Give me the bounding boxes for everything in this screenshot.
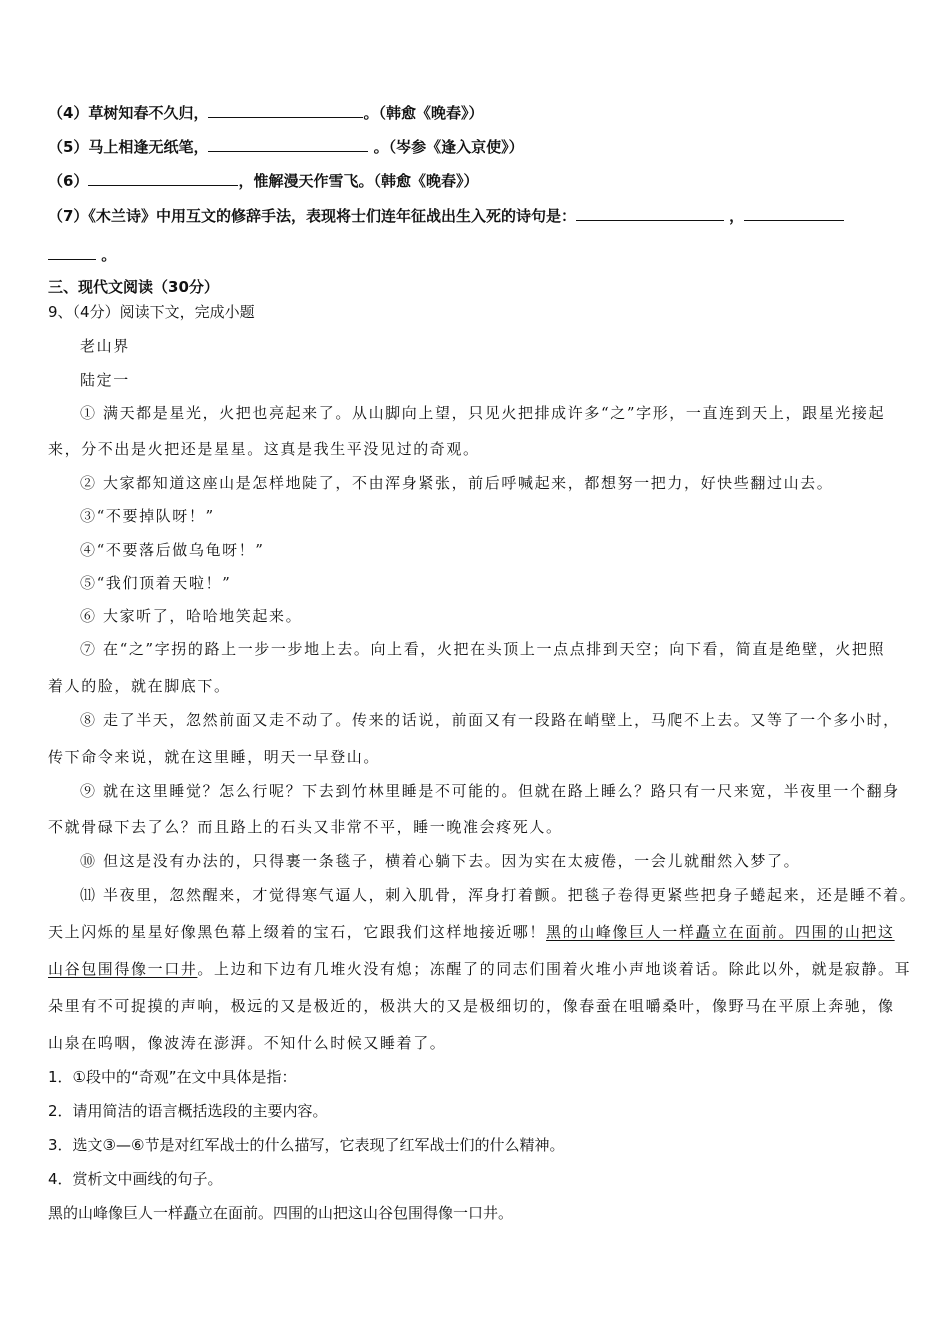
paragraph-11: ⑾ 半夜里，忽然醒来，才觉得寒气逼人，刺入肌骨，浑身打着颤。把毯子卷得更紧些把身子蜷起来，还是睡不着。 [80,886,917,904]
answer-blank[interactable] [744,206,844,221]
paragraph-8-continued: 传下命令来说，就在这里睡，明天一早登山。 [48,748,381,766]
underlined-sentence: 黑的山峰像巨人一样矗立在面前。四围的山把这 [546,923,895,941]
paragraph-8: ⑧ 走了半天，忽然前面又走不动了。传来的话说，前面又有一段路在峭壁上，马爬不上去。又等了一个多小时， [80,711,900,729]
paragraph-4: ④“不要落后做乌龟呀！” [80,541,265,559]
article-title: 老山界 [80,337,130,355]
question-4: 4．赏析文中画线的句子。 [48,1170,223,1188]
paragraph-9-continued: 不就骨碌下去了么？而且路上的石头又非常不平，睡一晚准会疼死人。 [48,818,563,836]
fill-in-item-7-continued [48,244,908,265]
fill-in-text: （7）《木兰诗》中用互文的修辞手法，表现将士们连年征战出生入死的诗句是： [48,207,576,225]
fill-in-text: 。 [101,246,117,264]
fill-in-text: （5）马上相逢无纸笔， [48,138,209,156]
answer-blank[interactable] [208,137,368,152]
answer-blank[interactable] [576,206,724,221]
fill-in-item-6 [48,170,908,191]
paragraph-2: ② 大家都知道这座山是怎样地陡了，不由浑身紧张，前后呼喊起来，都想努一把力，好快些翻过山去。 [80,474,834,492]
paragraph-5: ⑤“我们顶着天啦！” [80,574,232,592]
paragraph-11-line-4: 朵里有不可捉摸的声响，极远的又是极近的，极洪大的又是极细切的，像春蚕在咀嚼桑叶，像野马在平原上奔驰，像 [48,997,895,1015]
article-author: 陆定一 [80,371,130,389]
answer-blank[interactable] [208,103,363,118]
underlined-sentence: 山谷包围得像一口井 [48,960,198,978]
answer-blank[interactable] [48,245,96,260]
paragraph-3: ③“不要掉队呀！” [80,507,215,525]
paragraph-11-line-2 [48,921,908,942]
paragraph-9: ⑨ 就在这里睡觉？怎么行呢？下去到竹林里睡是不可能的。但就在路上睡么？路只有一尺来宽，半夜里一个翻身 [80,782,900,800]
paragraph-7: ⑦ 在“之”字拐的路上一步一步地上去。向上看，火把在头顶上一点点排到天空；向下看，简直是绝壁，火把照 [80,640,886,658]
fill-in-text: （4）草树知春不久归， [48,104,209,122]
paragraph-text: 。上边和下边有几堆火没有熄；冻醒了的同志们围着火堆小声地谈着话。除此以外，就是寂静。耳 [197,960,912,978]
fill-in-text: ， [723,207,745,225]
section-heading: 三、现代文阅读（30分） [48,278,219,296]
paragraph-7-continued: 着人的脸，就在脚底下。 [48,677,231,695]
paragraph-1-continued: 来，分不出是火把还是星星。这真是我生平没见过的奇观。 [48,440,480,458]
fill-in-text: （6） [48,172,89,190]
paragraph-1: ① 满天都是星光，火把也亮起来了。从山脚向上望，只见火把排成许多“之”字形，一直连到天上，跟星光接起 [80,404,886,422]
fill-in-text: 。（韩愈《晚春》） [363,104,484,122]
fill-in-item-5 [48,136,908,157]
fill-in-text: 。（岑参《逢入京使》） [368,138,524,156]
paragraph-6: ⑥ 大家听了，哈哈地笑起来。 [80,607,303,625]
fill-in-item-4 [48,102,908,123]
paragraph-11-line-3 [48,958,912,979]
paragraph-11-line-5: 山泉在呜咽，像波涛在澎湃。不知什么时候又睡着了。 [48,1034,447,1052]
question-3: 3．选文③—⑥节是对红军战士的什么描写，它表现了红军战士们的什么精神。 [48,1136,565,1154]
fill-in-text: ，惟解漫天作雪飞。（韩愈《晚春》） [238,172,479,190]
question-1: 1．①段中的“奇观”在文中具体是指： [48,1068,297,1086]
answer-blank[interactable] [88,171,238,186]
paragraph-text: 天上闪烁的星星好像黑色幕上缀着的宝石，它跟我们这样地接近哪！ [48,923,547,941]
question-2: 2．请用简洁的语言概括选段的主要内容。 [48,1102,328,1120]
fill-in-item-7 [48,205,908,226]
paragraph-10: ⑩ 但这是没有办法的，只得裹一条毯子，横着心躺下去。因为实在太疲倦，一会儿就酣然入梦了。 [80,852,801,870]
question-stem: 9、（4分）阅读下文，完成小题 [48,303,255,321]
quoted-sentence: 黑的山峰像巨人一样矗立在面前。四围的山把这山谷包围得像一口井。 [48,1204,514,1222]
